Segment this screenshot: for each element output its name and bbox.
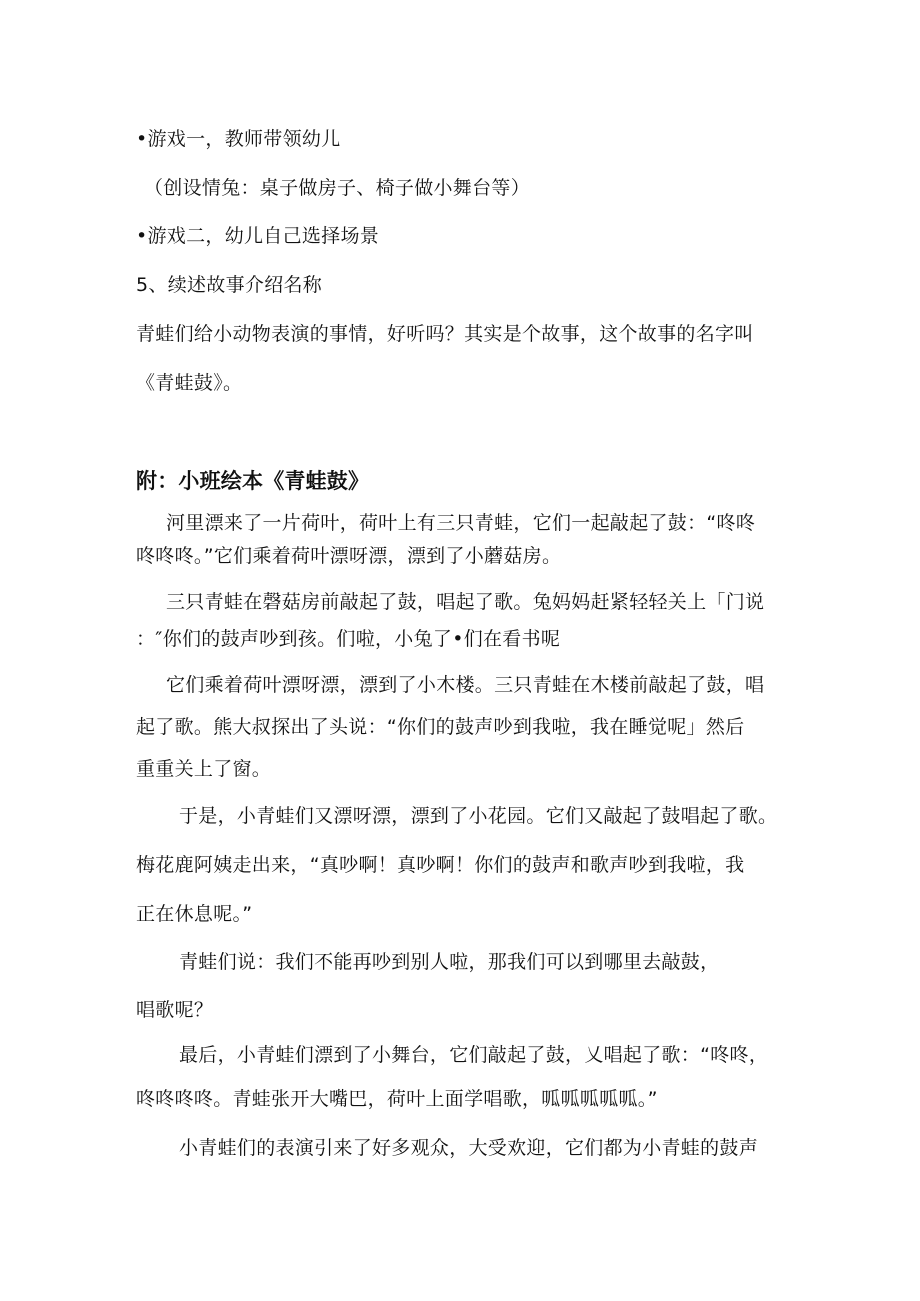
story-line: 它们乘着荷叶漂呀漂，漂到了小木楼。三只青蛙在木楼前敲起了鼓，唱 bbox=[166, 674, 765, 696]
story-line: 青蛙们说：我们不能再吵到别人啦，那我们可以到哪里去敲鼓， bbox=[179, 951, 720, 973]
story-line: 起了歌。熊大叔探出了头说：“你们的鼓声吵到我啦，我在睡觉呢」然后 bbox=[136, 716, 745, 738]
story-line: 咚咚咚咚。青蛙张开大嘴巴，荷叶上面学唱歌，呱呱呱呱呱。” bbox=[136, 1088, 658, 1110]
story-line: 最后，小青蛙们漂到了小舞台，它们敲起了鼓，乂唱起了歌：“咚咚， bbox=[179, 1044, 769, 1066]
game-one-note: （创设情兔：桌子做房子、椅子做小舞台等） bbox=[144, 177, 531, 199]
step-five-paragraph-line-2: 《青蛙鼓》。 bbox=[136, 372, 243, 394]
story-line: 梅花鹿阿姨走出来，“真吵啊！真吵啊！你们的鼓声和歌声吵到我啦，我 bbox=[136, 854, 745, 876]
story-line: 正在休息呢。” bbox=[136, 903, 253, 925]
story-line: 小青蛙们的表演引来了好多观众，大受欢迎，它们都为小青蛙的鼓声 bbox=[179, 1137, 759, 1159]
step-five-title: 5、续述故事介绍名称 bbox=[136, 274, 323, 296]
game-two-item: •游戏二，幼儿自己选择场景 bbox=[136, 225, 380, 247]
step-five-paragraph-line-1: 青蛙们给小动物表演的事情，好听吗？其实是个故事，这个故事的名字叫 bbox=[136, 323, 754, 345]
story-line: 三只青蛙在磬菇房前敲起了鼓，唱起了歌。兔妈妈赶紧轻轻关上「门说 bbox=[166, 591, 765, 613]
game-one-item: •游戏一，教师带领幼儿 bbox=[136, 128, 341, 150]
story-line: 于是，小青蛙们又漂呀漂，漂到了小花园。它们又敲起了鼓唱起了歌。 bbox=[179, 805, 778, 827]
story-line: ：″你们的鼓声吵到孩。们啦，小兔了•们在看书呢 bbox=[136, 628, 561, 650]
story-line: 重重关上了窗。 bbox=[136, 758, 272, 780]
story-line: 唱歌呢？ bbox=[136, 999, 214, 1021]
story-line: 河里漂来了一片荷叶，荷叶上有三只青蛙，它们一起敲起了鼓：“咚咚 bbox=[166, 512, 756, 534]
appendix-title: 附：小班绘本《青蛙鼓》 bbox=[136, 469, 370, 493]
story-line: 咚咚咚。”它们乘着荷叶漂呀漂，漂到了小蘑菇房。 bbox=[136, 545, 562, 567]
